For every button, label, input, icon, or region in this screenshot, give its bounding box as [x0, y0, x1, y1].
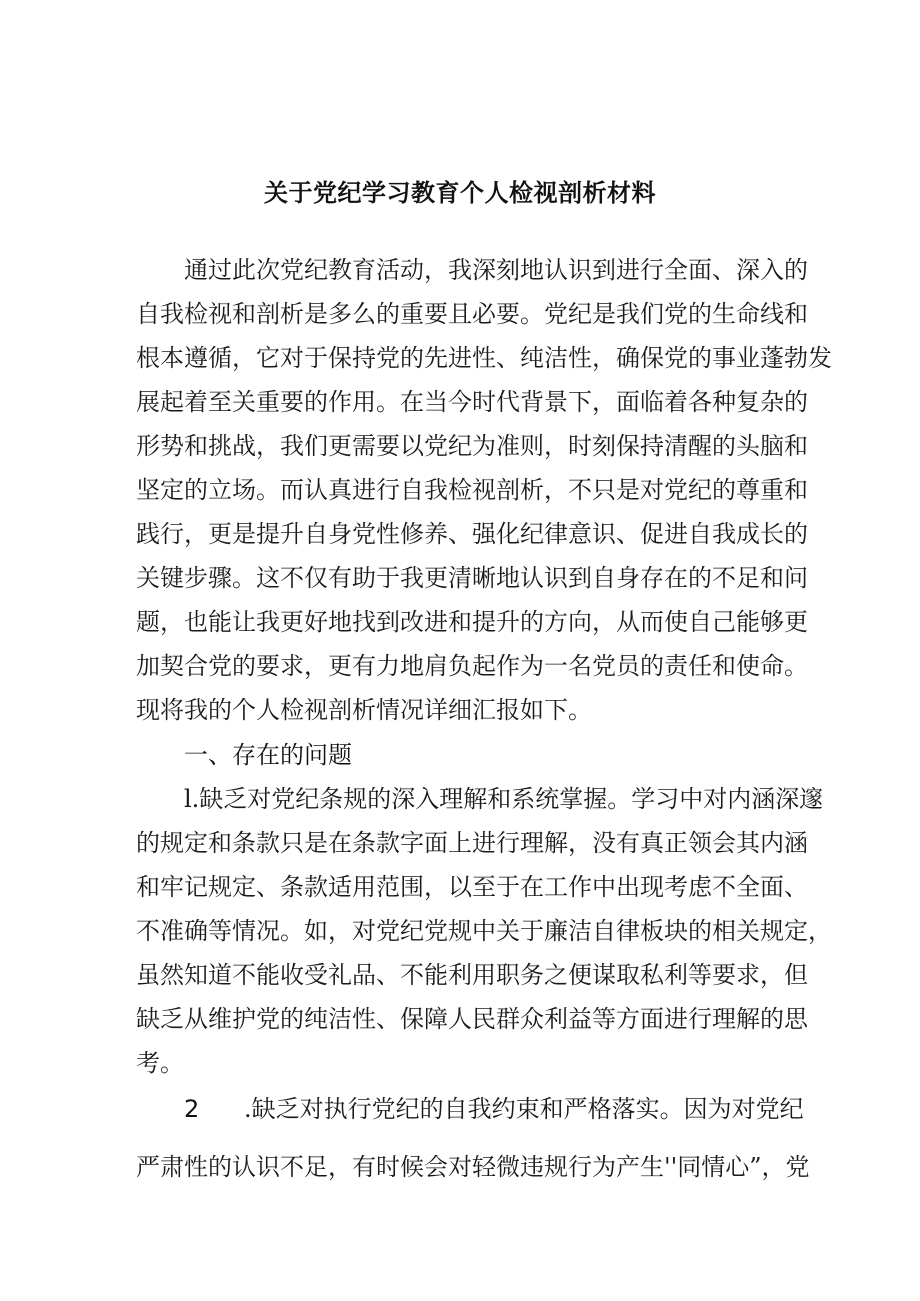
intro-line: 根本遵循，它对于保持党的先进性、纯洁性，确保党的事业蓬勃发	[136, 344, 832, 372]
section-heading: 一、存在的问题	[184, 741, 352, 769]
document-title: 关于党纪学习教育个人检视剖析材料	[264, 179, 656, 207]
intro-line: 展起着至关重要的作用。在当今时代背景下，面临着各种复杂的	[136, 388, 808, 416]
item1-line: l.缺乏对党纪条规的深入理解和系统掌握。学习中对内涵深邃	[184, 785, 824, 813]
intro-line: 题，也能让我更好地找到改进和提升的方向，从而使自己能够更	[136, 608, 808, 636]
intro-line: 形势和挑战，我们更需要以党纪为准则，时刻保持清醒的头脑和	[136, 432, 808, 460]
item1-line: 不准确等情况。如，对党纪党规中关于廉洁自律板块的相关规定，	[136, 917, 832, 945]
item1-line: 和牢记规定、条款适用范围，以至于在工作中出现考虑不全面、	[136, 873, 808, 901]
intro-line: 通过此次党纪教育活动，我深刻地认识到进行全面、深入的	[184, 256, 808, 284]
item2-number: 2	[184, 1095, 200, 1123]
item2-line: 严肃性的认识不足，有时候会对轻微违规行为产生''同情心”，党	[136, 1153, 810, 1181]
intro-line: 自我检视和剖析是多么的重要且必要。党纪是我们党的生命线和	[136, 300, 808, 328]
intro-line: 关键步骤。这不仅有助于我更清晰地认识到自身存在的不足和问	[136, 564, 808, 592]
item1-line: 考。	[136, 1049, 184, 1077]
intro-line: 践行，更是提升自身党性修养、强化纪律意识、促进自我成长的	[136, 520, 808, 548]
intro-line: 坚定的立场。而认真进行自我检视剖析，不只是对党纪的尊重和	[136, 476, 808, 504]
item2-line: .缺乏对执行党纪的自我约束和严格落实。因为对党纪	[244, 1095, 804, 1123]
intro-line: 现将我的个人检视剖析情况详细汇报如下。	[136, 696, 592, 724]
item1-line: 缺乏从维护党的纯洁性、保障人民群众利益等方面进行理解的思	[136, 1005, 808, 1033]
item1-line: 的规定和条款只是在条款字面上进行理解，没有真正领会其内涵	[136, 829, 808, 857]
intro-line: 加契合党的要求，更有力地肩负起作为一名党员的责任和使命。	[136, 652, 808, 680]
item1-line: 虽然知道不能收受礼品、不能利用职务之便谋取私利等要求，但	[136, 961, 808, 989]
